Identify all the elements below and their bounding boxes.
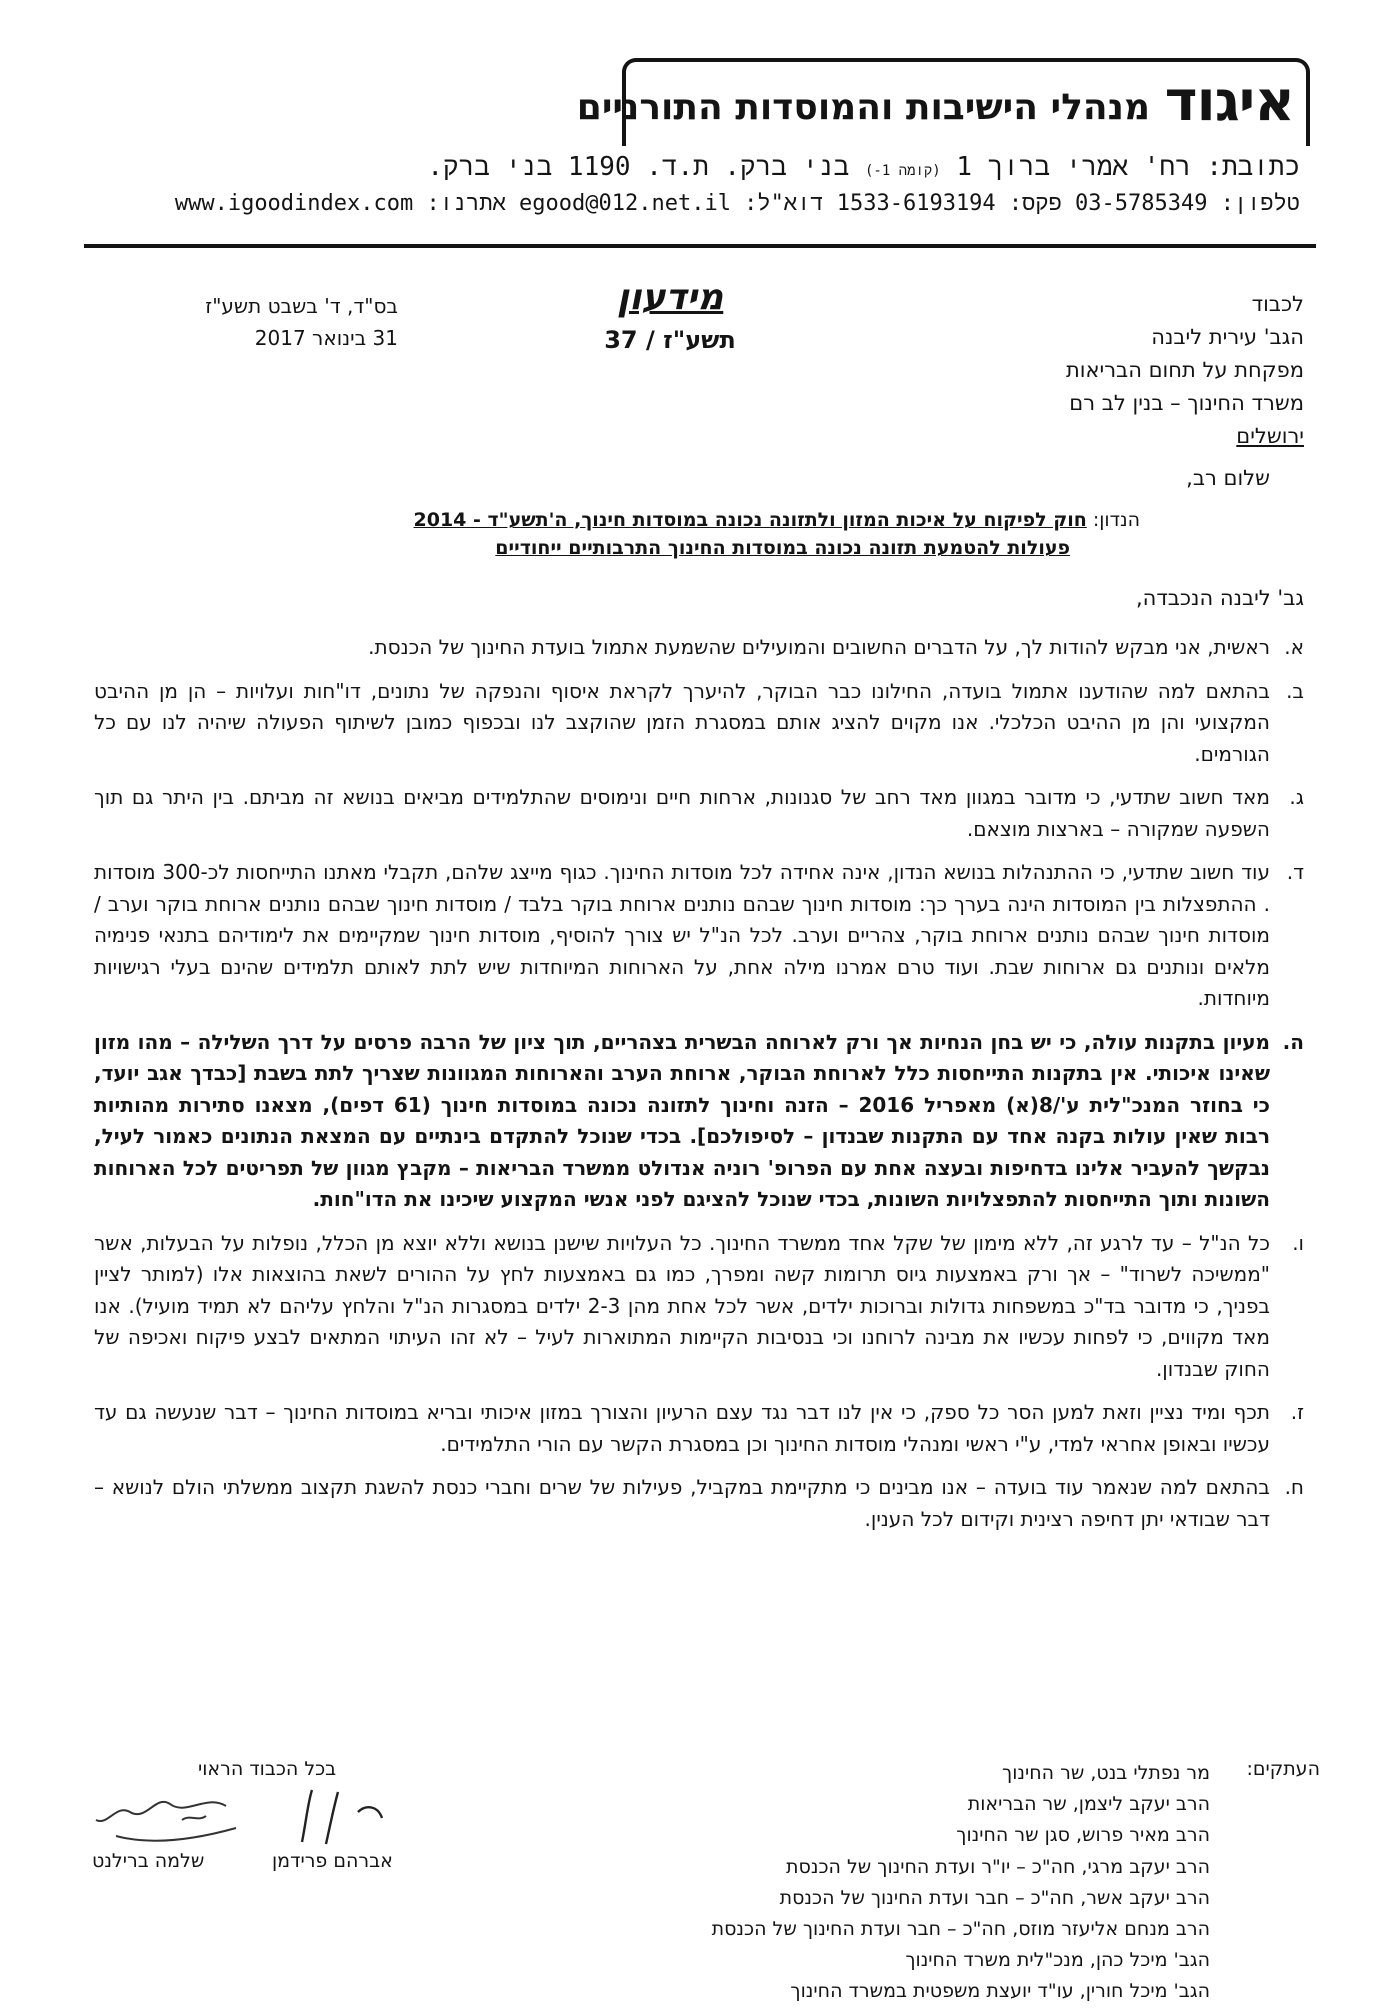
list-item <box>94 1472 1304 1535</box>
list-item <box>94 632 1304 664</box>
item-marker: ד. <box>1286 860 1304 884</box>
signature-friedman <box>282 1782 402 1854</box>
item-marker: ח. <box>1284 1475 1304 1499</box>
org-logo: איגוד <box>1164 69 1294 134</box>
item-marker: א. <box>1284 635 1304 659</box>
contact-line: טלפון: 03-5785349 פקס: 1533-6193194 דוא"ל: egood@012.net.il אתרנו: www.igoodindex.com <box>174 191 1300 216</box>
address-suffix: בני ברק. ת.ד. 1190 בני ברק. <box>427 152 850 182</box>
recipient-line: הגב' עירית ליבנה <box>1151 325 1304 349</box>
item-marker: ו. <box>1292 1230 1304 1255</box>
copy-recipient: הגב' מיכל כהן, מנכ"לית משרד החינוך <box>905 1949 1210 1972</box>
item-text: מעיון בתקנות עולה, כי יש בחן הנחיות אך ורק לארוחה הבשרית בצהריים, תוך ציון של הרבה פרסים על דרך השלילה – מהו מזון שאינו איכותי. אין בתקנות התייחסות כלל לארוחת הבוקר, ארוחת הערב והארוחות המגוונות שצריך לתת בשבת [כבדך אגב יועד, כי בחוזר המנכ"לית ע'/8(א) מאפריל 2016 – הזנה וחינוך לתזונה נכונה במוסדות חינוך (61 דפים), מצאנו סתירות מהותיות רבות שאין עולות בקנה אחד עם התקנות שבנדון – לסיפולכם]. בכדי שנוכל להתקדם בינתיים עם המצאת הנתונים כאמור לעיל, נבקשך להעביר אלינו בדחיפות ובעצה אחת עם הפרופ' רוניה אנדולט ממשרד הבריאות – מקבץ מגוון של תפריטים לכל הארוחות השונות ותוך התייחסות להתפצלויות השונות, בכדי שנוכל להציגם לפני אנשי המקצוע שיכינו את הדו"חות. <box>94 1029 1271 1211</box>
org-name: מנהלי הישיבות והמוסדות התורניים <box>576 87 1150 128</box>
item-text: תכף ומיד נציין וזאת למען הסר כל ספק, כי אין לנו דבר נגד עצם הרעיון והצורך במזון איכותי ובריא במוסדות החינוך – דבר שנעשה גם עד עכשיו ובאופן אחראי למדי, ע"י ראשי ומנהלי מוסדות החינוך וכן במסגרת הקשר עם הורי התלמידים. <box>94 1400 1270 1456</box>
hebrew-date: בס"ד, ד' בשבט תשע"ז <box>205 294 398 318</box>
closing-section <box>0 1746 1400 2003</box>
signature-brilant <box>86 1786 246 1852</box>
header-divider <box>84 244 1316 248</box>
list-item <box>94 857 1304 1015</box>
item-marker: ג. <box>1289 785 1304 809</box>
list-item <box>94 1397 1304 1460</box>
recipient-line: משרד החינוך – בנין לב רם <box>1069 391 1304 415</box>
item-marker: ב. <box>1286 678 1304 703</box>
item-text: בהתאם למה שנאמר עוד בועדה – אנו מבינים כי מתקיימת במקביל, פעילות של שרים וחברי כנסת להשגת תקצוב ממשלתי הולם לנושא – דבר שבודאי יתן דחיפה רצינית וקידום לכל הענין. <box>94 1475 1270 1531</box>
salutation: שלום רב, <box>1186 466 1270 490</box>
list-item <box>94 782 1304 845</box>
item-text: עוד חשוב שתדעי, כי ההתנהלות בנושא הנדון, אינה אחידה לכל מוסדות החינוך. כגוף מייצג שלהם, תקבלי מאתנו התייחסות לכ-300 מוסדות . ההתפצלות בין המוסדות הינה בערך כך: מוסדות חינוך שבהם נותנים ארוחת בוקר בלבד / מוסדות חינוך שבהם נותנים ארוחת בוקר וערב / מוסדות חינוך שבהם נותנים ארוחת בוקר, צהריים וערב. לכל הנ"ל יש צורך להוסיף, מוסדות חינוך שמקיימים את לימודיהם בתנאי פנימיה מלאים ונותנים גם ארוחות שבת. ועוד טרם אמרנו מילה אחת, על הארוחות המיוחדות שיש לתת לאותם תלמידים שהינם בעלי רגישויות מיוחדות. <box>94 860 1270 1010</box>
letter-body <box>94 632 1304 1547</box>
bulletin-header <box>560 276 780 360</box>
signer-name-friedman: אברהם פרידמן <box>272 1850 393 1872</box>
copy-recipient: הרב מנחם אליעזר מוזס, חה"כ – חבר ועדת החינוך של הכנסת <box>711 1918 1210 1941</box>
recipient-city: ירושלים <box>1236 424 1304 448</box>
recipient-block <box>884 288 1304 453</box>
item-text: ראשית, אני מבקש להודות לך, על הדברים החשובים והמועילים שהשמעת אתמול בועדת החינוך של הכנסת. <box>368 635 1270 659</box>
copy-recipient: הגב' מיכל חורין, עו"ד יועצת משפטית במשרד החינוך <box>790 1980 1210 2003</box>
item-text: כל הנ"ל – עד לרגע זה, ללא מימון של שקל אחד ממשרד החינוך. כל העלויות שישנן בנושא וללא יוצא מן הכלל, נופלות על הבעלות, אשר "ממשיכה לשרוד" – אך ורק באמצעות גיוס תרומות קשה ומפרך, כמו גם באמצעות לחץ על ההורים לשאת בהוצאות אלו (למותר לציין בפניך, כי מדובר בד"כ במשפחות גדולות וברוכות ילדים, אשר לכל אחת מהן 2-3 ילדים במסגרות הנ"ל והלחץ עליהם לא תמיד מועיל). אנו מאד מקווים, כי לפחות עכשיו את מבינה לרוחנו וכי בנסיבות הקיימות המתוארות לעיל – לא זהו העיתוי המתאים לבצע פיקוח ואכיפה של החוק שבנדון. <box>94 1230 1270 1381</box>
list-item <box>94 676 1304 771</box>
letterhead <box>90 48 1310 248</box>
address-prefix: כתובת: רח' אמרי ברוך 1 <box>956 152 1300 182</box>
copies-label: העתקים: <box>1246 1758 1320 1780</box>
subject-line-2: פעולות להטמעת תזונה נכונה במוסדות החינוך התרבותיים ייחודיים <box>495 537 1070 559</box>
regards: בכל הכבוד הראוי <box>198 1758 337 1780</box>
item-marker: ה. <box>1282 1029 1304 1054</box>
copy-recipient: הרב יעקב מרגי, חה"כ – יו"ר ועדת החינוך של הכנסת <box>786 1855 1210 1878</box>
subject-line-1: חוק לפיקוח על איכות המזון ולתזונה נכונה במוסדות חינוך, ה'תשע"ד - 2014 <box>413 509 1087 531</box>
item-text: מאד חשוב שתדעי, כי מדובר במגוון מאד רחב של סגנונות, ארחות חיים ונימוסים שהתלמידים מביאים בנושא זה מביתם. בין היתר גם תוך השפעה שמקורה – בארצות מוצאם. <box>94 785 1270 841</box>
date-block <box>98 290 398 354</box>
list-item <box>94 1027 1304 1216</box>
recipient-line: מפקחת על תחום הבריאות <box>1065 358 1304 382</box>
copies-list <box>690 1758 1210 2008</box>
recipient-line: לכבוד <box>1251 292 1304 316</box>
bulletin-title: מידעון <box>616 277 724 318</box>
address-floor: (קומה 1-) <box>864 163 941 179</box>
copy-recipient: הרב מאיר פרוש, סגן שר החינוך <box>956 1824 1210 1847</box>
subject-block <box>340 506 1140 562</box>
copy-recipient: הרב יעקב ליצמן, שר הבריאות <box>967 1793 1210 1816</box>
address-line <box>90 150 1300 188</box>
bulletin-number: תשע"ז / 37 <box>604 326 736 354</box>
copy-recipient: מר נפתלי בנט, שר החינוך <box>1002 1762 1210 1784</box>
copy-recipient: הרב יעקב אשר, חה"כ – חבר ועדת החינוך של הכנסת <box>779 1886 1210 1909</box>
signer-name-brilant: שלמה ברילנט <box>92 1850 205 1872</box>
item-text: בהתאם למה שהודענו אתמול בועדה, החילונו כבר הבוקר, להיערך לקראת איסוף והנפקה של נתונים, דו"חות ועלויות – הן מן ההיבט המקצועי והן מן ההיבט הכלכלי. אנו מקוים להציג אותם במסגרת הזמן שהוקצב לנו ובכפוף כמובן לשיתוף הפעולה שיהיה לנו עם כל הגורמים. <box>94 678 1270 766</box>
gregorian-date: 31 בינואר 2017 <box>254 326 398 350</box>
item-marker: ז. <box>1290 1400 1304 1424</box>
greeting: גב' ליבנה הנכבדה, <box>1135 586 1304 610</box>
list-item <box>94 1228 1304 1386</box>
subject-label: הנדון: <box>1092 509 1140 531</box>
